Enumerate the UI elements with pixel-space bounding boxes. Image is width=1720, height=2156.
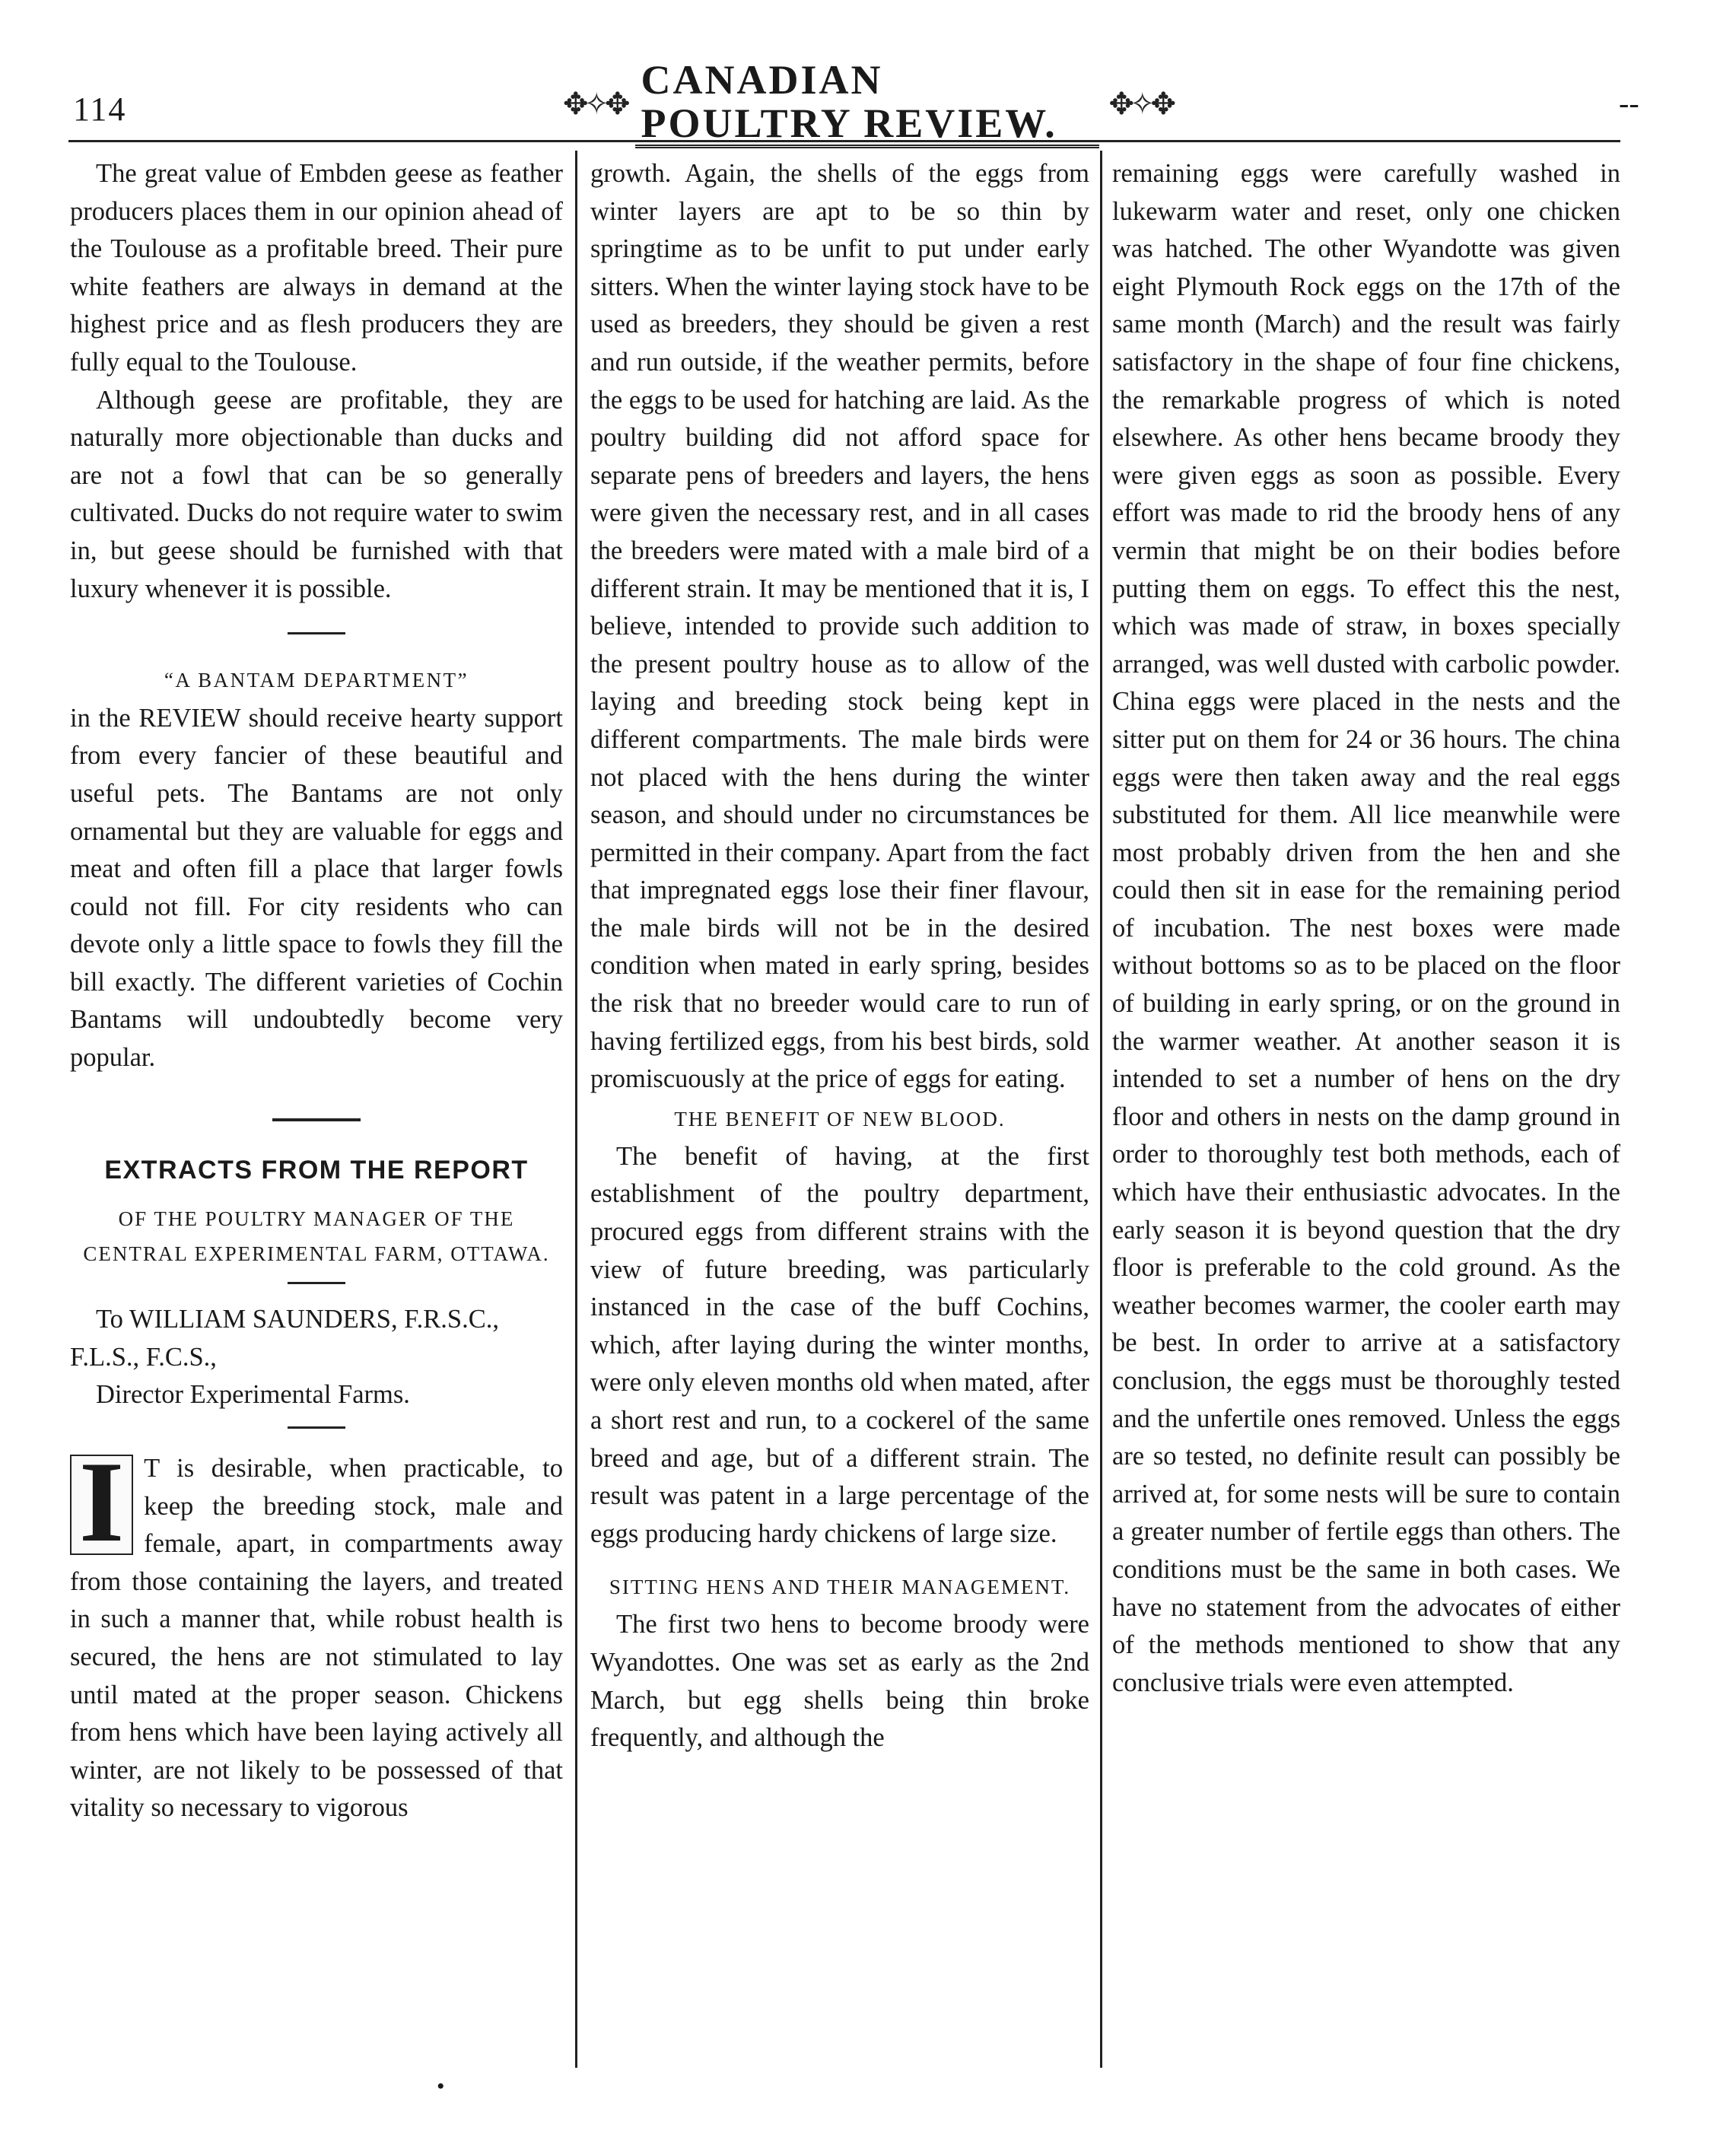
paragraph: The benefit of having, at the first establishment of the poultry department, procured eggs from different strains with the view of future breeding, was particularly instanced in the case of the buff Cochins, which, after laying during the winter months, were only eleven months old when mated, after a short rest and run, to a cockerel of the same breed and age, but of a different strain. The result was patent in a large percentage of the eggs producing hardy chickens of large size. [590, 1141, 1089, 1548]
header-rule [68, 140, 1620, 142]
article-heading: EXTRACTS FROM THE REPORT [104, 1155, 529, 1185]
section-heading: SITTING HENS AND THEIR MANAGEMENT. [609, 1576, 1071, 1599]
dropcap: I [70, 1455, 133, 1555]
corner-mark: -- [1619, 86, 1639, 120]
column-2 [590, 155, 1089, 2014]
section-divider [272, 1118, 361, 1121]
section-divider [288, 632, 345, 634]
masthead-title: CANADIAN POULTRY REVIEW. [635, 59, 1100, 148]
section-heading: THE BENEFIT OF NEW BLOOD. [674, 1107, 1006, 1130]
column-1 [70, 155, 563, 2014]
paragraph: The first two hens to become broody were Wyandottes. One was set as early as the 2nd March, but egg shells being thin broke frequently, and although the [590, 1610, 1089, 1753]
address-line: Director Experimental Farms. [96, 1380, 410, 1410]
address-line: F.L.S., F.C.S., [70, 1342, 217, 1372]
address-block [70, 1301, 563, 1414]
column-3 [1112, 155, 1620, 2014]
column-divider [1100, 151, 1102, 2068]
dropcap-paragraph [70, 1438, 563, 1827]
paragraph: remaining eggs were carefully washed in lukewarm water and reset, only one chicken was hatched. The other Wyandotte was given eight Plymouth Rock eggs on the 17th of the same month (March) and the result was fairly satisfactory in the shape of four fine chickens, the remarkable progress of which is noted elsewhere. As other hens became broody they were given eggs as soon as possible. Every effort was made to rid the broody hens of any vermin that might be on their bodies before putting them on eggs. To effect this the nest, which was made of straw, in boxes specially arranged, was well dusted with carbolic powder. China eggs were placed in the nests and the sitter put on them for 24 or 36 hours. The china eggs were then taken away and the real eggs substituted for them. All lice meanwhile were most probably driven from the hen and she could then sit in ease for the remaining period of incubation. The nest boxes were made without bottoms so as to be placed on the floor of building in early spring, or on the ground in the warmer weather. At another season it is intended to set a number of hens on the dry floor and others in nests on the damp ground in order to thoroughly test both methods, each of which have their enthusiastic advocates. In the early season it is beyond question that the dry floor is preferable to the cold ground. As the weather becomes warmer, the cooler earth may be best. In order to arrive at a satisfactory conclusion, the eggs must be thoroughly tested and the unfertile ones removed. Unless the eggs are so tested, no definite result can possibly be arrived at, for some nests will be sure to contain a greater number of fertile eggs than others. The conditions must be the same in both cases. We have no statement from the advocates of either of the methods mentioned to show that any conclusive trials were even attempted. [1112, 159, 1620, 1697]
paragraph: in the REVIEW should receive hearty support from every fancier of these beautiful and useful pets. The Bantams are not only ornamental but they are valuable for eggs and meat and often fill a place that larger fowls could not fill. For city residents who can devote only a little space to fowls they fill the bill exactly. The different varieties of Cochin Bantams will undoubtedly become very popular. [70, 703, 563, 1073]
section-divider [288, 1282, 345, 1284]
masthead [563, 56, 1172, 146]
paragraph: growth. Again, the shells of the eggs from winter layers are apt to be so thin by springtime as to be unfit to put under early sitters. When the winter laying stock have to be used as breeders, they should be given a rest and run outside, if the weather permits, before the eggs to be used for hatching are laid. As the poultry building did not afford space for separate pens of breeders and layers, the hens were given the necessary rest, and in all cases the breeders were mated with a male bird of a different strain. It may be mentioned that it is, I believe, intended to provide such addition to the present poultry house as to allow of the laying and breeding stock being kept in different compartments. The male birds were not placed with the hens during the winter season, and should under no circumstances be permitted in their company. Apart from the fact that impregnated eggs lose their finer flavour, the male birds will not be in the desired condition when mated in early spring, besides the risk that no breeder would care to run of having fertilized eggs, from his best birds, sold promiscuously at the price of eggs for eating. [590, 159, 1089, 1094]
paragraph: Although geese are profitable, they are naturally more objectionable than ducks and are not a fowl that can be so generally cultivated. Ducks do not require water to swim in, but geese should be furnished with that luxury whenever it is possible. [70, 385, 563, 603]
paragraph: The great value of Embden geese as feather producers places them in our opinion ahead of the Toulouse as a profitable breed. Their pure white feathers are always in demand at the highest price and as flesh producers they are fully equal to the Toulouse. [70, 159, 563, 377]
right-ornament-icon: ✥✧✥ [1108, 86, 1172, 121]
left-ornament-icon: ✥✧✥ [563, 86, 626, 121]
column-divider [575, 151, 577, 2068]
stray-mark: • [437, 2074, 445, 2099]
paragraph: T is desirable, when practicable, to keep the breeding stock, male and female, apart, in compartments away from those containing the layers, and treated in such a manner that, while robust health is secured, the hens are not stimulated to lay until mated at the proper season. Chickens from hens which have been laying actively all winter, are not likely to be possessed of that vitality so necessary to vigorous [70, 1454, 563, 1823]
address-line: To WILLIAM SAUNDERS, F.R.S.C., [96, 1305, 499, 1334]
article-subheading: OF THE POULTRY MANAGER OF THE CENTRAL EXPERIMENTAL FARM, OTTAWA. [83, 1207, 550, 1266]
page-number: 114 [73, 91, 127, 128]
section-divider [288, 1426, 345, 1429]
bantam-heading: “A BANTAM DEPARTMENT” [164, 669, 469, 692]
